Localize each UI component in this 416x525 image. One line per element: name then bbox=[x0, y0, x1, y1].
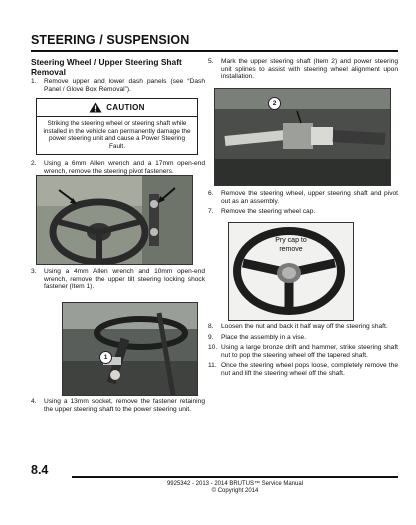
tilt-shock-photo bbox=[62, 302, 198, 396]
page-number: 8.4 bbox=[31, 463, 49, 477]
pry-cap-line-2: remove bbox=[279, 245, 303, 253]
step-number: 11. bbox=[208, 362, 217, 370]
step-number: 6. bbox=[208, 190, 214, 197]
step-2 bbox=[31, 160, 205, 175]
step-text: Remove upper and lower dash panels (see “Dash Panel / Glove Box Removal”). bbox=[44, 78, 205, 93]
step-text: Using a 6mm Allen wrench and a 17mm open-end wrench, remove the steering pivot fasteners. bbox=[44, 160, 205, 175]
step-9 bbox=[208, 334, 398, 342]
caution-label: CAUTION bbox=[106, 103, 145, 113]
left-column bbox=[31, 58, 205, 175]
step-10 bbox=[208, 344, 398, 359]
step-text: Using a 13mm socket, remove the fastener retaining the upper steering shaft to the power steering unit. bbox=[44, 398, 205, 413]
step-number: 3. bbox=[31, 268, 37, 275]
footer-copyright: © Copyright 2014 bbox=[211, 488, 259, 494]
steering-pivot-photo bbox=[36, 175, 193, 265]
footer-manual-title: 9925342 - 2013 - 2014 BRUTUS™ Service Manual bbox=[166, 481, 304, 487]
caution-box bbox=[36, 98, 198, 155]
pry-cap-line-1: Pry cap to bbox=[275, 237, 307, 244]
caution-text: Striking the steering wheel or steering shaft while installed in the vehicle can permanently damage the power steering unit and cause a Power Steering Fault. bbox=[43, 120, 191, 150]
page-title: STEERING / SUSPENSION bbox=[31, 33, 190, 47]
footer bbox=[72, 481, 398, 495]
step-number: 1. bbox=[31, 78, 37, 86]
step-text: Mark the upper steering shaft (Item 2) and power steering unit splines to assist with steering wheel alignment upon installation. bbox=[221, 58, 398, 81]
right-column bbox=[208, 58, 398, 81]
callout-item-1: 1 bbox=[99, 351, 112, 364]
step-number: 8. bbox=[208, 323, 214, 330]
step-text: Remove the steering wheel cap. bbox=[221, 208, 316, 216]
step-number: 2. bbox=[31, 160, 37, 167]
step-text: Loosen the nut and back it half way off the steering shaft. bbox=[221, 323, 388, 330]
callout-item-2: 2 bbox=[268, 97, 281, 110]
step-8 bbox=[208, 323, 398, 331]
step-11 bbox=[208, 362, 398, 377]
right-column-steps-6-7 bbox=[208, 190, 398, 216]
step-number: 5. bbox=[208, 58, 214, 65]
step-6 bbox=[208, 190, 398, 205]
right-column-steps-8-11 bbox=[208, 323, 398, 378]
steering-wheel-cap-photo bbox=[228, 222, 354, 321]
step-number: 4. bbox=[31, 398, 37, 405]
step-text: Place the assembly in a vise. bbox=[221, 333, 307, 341]
section-heading: Steering Wheel / Upper Steering Shaft Removal bbox=[31, 57, 182, 77]
step-text: Using a 4mm Allen wrench and 10mm open-end wrench, remove the upper tilt steering locking shock fastener (Item 1). bbox=[44, 268, 205, 291]
step-5 bbox=[208, 58, 398, 81]
left-column-lower-step3 bbox=[31, 268, 205, 291]
warning-triangle-icon bbox=[89, 102, 102, 113]
pry-cap-label bbox=[263, 237, 319, 254]
step-text: Using a large bronze drift and hammer, strike steering shaft nut to pop the steering wheel off the tapered shaft. bbox=[221, 344, 398, 359]
caution-header bbox=[37, 99, 197, 117]
step-text: Remove the steering wheel, upper steering shaft and pivot out as an assembly. bbox=[221, 190, 398, 205]
title-rule bbox=[31, 50, 398, 52]
left-column-lower-step4 bbox=[31, 398, 205, 413]
step-3 bbox=[31, 268, 205, 291]
steering-shaft-splines-photo bbox=[214, 88, 391, 186]
footer-rule bbox=[72, 476, 398, 478]
step-1 bbox=[31, 78, 205, 93]
step-number: 9. bbox=[208, 333, 214, 341]
step-number: 10. bbox=[208, 344, 218, 352]
step-number: 7. bbox=[208, 208, 214, 216]
step-7 bbox=[208, 208, 398, 216]
step-4 bbox=[31, 398, 205, 413]
step-text: Once the steering wheel pops loose, completely remove the nut and lift the steering wheel off the shaft. bbox=[221, 362, 398, 377]
